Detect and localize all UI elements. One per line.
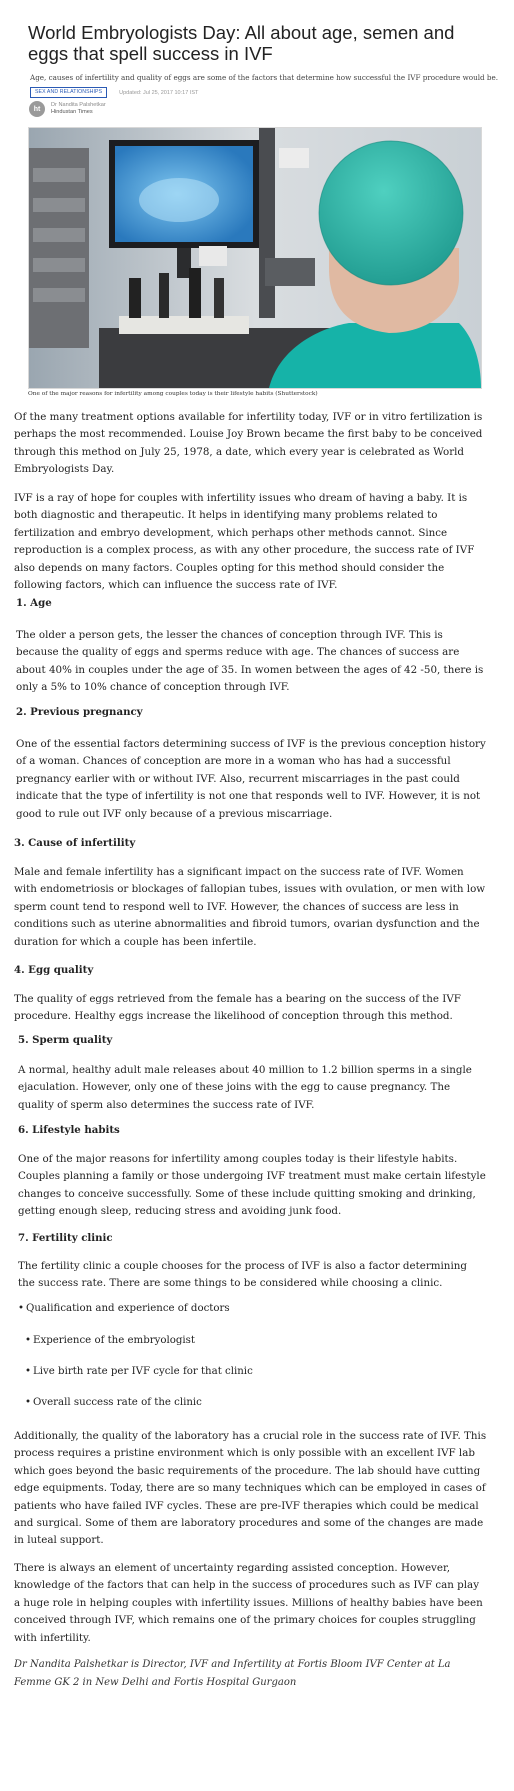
lead-image [28, 127, 482, 389]
article-summary: Age, causes of infertility and quality of eggs are some of the factors that determine how successful the IVF procedure would be. [30, 73, 499, 82]
section-text-previous-pregnancy: One of the essential factors determining success of IVF is the previous conception history of a woman. Chances of conception are more in a woman who has had a successful pregnancy earlier with or without IVF. Also, recurrent miscarriages in the past could indicate that the type of infertility is not one that responds well to IVF. However, it is not good to rule out IVF only because of a previous miscarriage. [16, 738, 486, 820]
section-heading-lifestyle-habits: 6. Lifestyle habits [18, 1124, 120, 1136]
section-heading-egg-quality: 4. Egg quality [14, 964, 94, 976]
paragraph-laboratory: Additionally, the quality of the laboratory has a crucial role in the success rate of IVF. This process requires a pristine environment which is only possible with an excellent IVF lab which goes beyond the basic requirements of the procedure. The lab should have cutting edge equipments. Today, there are so many techniques which can be employed in cases of patients who have failed IVF cycles. These are pre-IVF therapies which could be medical and surgical. Some of them are laboratory procedures and some of the changes are made in luteal support. [14, 1430, 487, 1547]
section-heading-previous-pregnancy: 2. Previous pregnancy [16, 706, 143, 718]
list-item: • Overall success rate of the clinic [25, 1397, 202, 1408]
updated-timestamp: Updated: Jul 25, 2017 10:17 IST [119, 89, 199, 96]
author-organization: Hindustan Times [51, 109, 93, 115]
intro-paragraph-1: Of the many treatment options available for infertility today, IVF or in vitro fertilization is perhaps the most recommended. Louise Joy Brown became the first baby to be conceived through this method on July 25, 1978, a date, which every year is celebrated as World Embryologists Day. [14, 411, 483, 476]
section-text-egg-quality: The quality of eggs retrieved from the female has a bearing on the success of the IVF procedure. Healthy eggs increase the likelihood of conception through this method. [14, 993, 461, 1023]
avatar: ht [29, 101, 45, 117]
article-title: World Embryologists Day: All about age, semen and eggs that spell success in IVF [28, 22, 455, 64]
list-item: • Qualification and experience of doctors [18, 1303, 230, 1314]
article-meta [30, 87, 198, 98]
section-text-cause-of-infertility: Male and female infertility has a significant impact on the success rate of IVF. Women with endometriosis or blockages of fallopian tubes, issues with ovulation, or men with low sperm count tend to respond well to IVF. However, the chances of success are less in conditions such as uterine abnormalities and fibroid tumors, ovarian dysfunction and the duration for which a couple has been infertile. [14, 866, 486, 948]
intro-paragraph-2: IVF is a ray of hope for couples with infertility issues who dream of having a baby. It is both diagnostic and therapeutic. It helps in identifying many problems related to fertilization and embryo development, which perhaps other methods cannot. Since reproduction is a complex process, as with any other procedure, the success rate of IVF also depends on many factors. Couples opting for this method should consider the following factors, which can influence the success rate of IVF. [14, 492, 475, 592]
list-item: • Live birth rate per IVF cycle for that clinic [25, 1366, 253, 1377]
section-heading-cause-of-infertility: 3. Cause of infertility [14, 837, 136, 849]
section-text-age: The older a person gets, the lesser the chances of conception through IVF. This is because the quality of eggs and sperms reduce with age. The chances of success are about 40% in couples under the age of 35. In women between the ages of 42 -50, there is only a 5% to 10% chance of conception through IVF. [16, 629, 484, 694]
section-heading-fertility-clinic: 7. Fertility clinic [18, 1232, 113, 1244]
section-heading-sperm-quality: 5. Sperm quality [18, 1034, 113, 1046]
section-heading-age: 1. Age [16, 597, 52, 609]
section-text-lifestyle-habits: One of the major reasons for infertility among couples today is their lifestyle habits. Couples planning a family or those undergoing IVF treatment must make certain lifestyle changes to conceive successfully. Some of these include quitting smoking and drinking, getting enough sleep, reducing stress and avoiding junk food. [18, 1153, 486, 1218]
byline [29, 101, 106, 117]
section-tag-link[interactable]: SEX AND RELATIONSHIPS [30, 87, 107, 98]
list-item: • Experience of the embryologist [25, 1335, 195, 1346]
author-signoff: Dr Nandita Palshetkar is Director, IVF and Infertility at Fortis Bloom IVF Center at La Femme GK 2 in New Delhi and Fortis Hospital Gurgaon [14, 1659, 451, 1688]
author-info [51, 102, 106, 116]
image-caption: One of the major reasons for infertility among couples today is their lifestyle habits (Shutterstock) [28, 391, 318, 397]
author-name-link[interactable]: Dr Nandita Palshetkar [51, 102, 106, 108]
paragraph-uncertainty: There is always an element of uncertainty regarding assisted conception. However, knowledge of the factors that can help in the success of procedures such as IVF can play a huge role in helping couples with infertility issues. Millions of healthy babies have been conceived through IVF, which remains one of the primary choices for couples struggling with infertility. [14, 1562, 483, 1644]
section-text-fertility-clinic: The fertility clinic a couple chooses for the process of IVF is also a factor determining the success rate. There are some things to be considered while choosing a clinic. [18, 1260, 467, 1290]
section-text-sperm-quality: A normal, healthy adult male releases about 40 million to 1.2 billion sperms in a single ejaculation. However, only one of these joins with the egg to cause pregnancy. The quality of sperm also determines the success rate of IVF. [18, 1064, 472, 1111]
lab-scene-illustration [29, 128, 481, 388]
